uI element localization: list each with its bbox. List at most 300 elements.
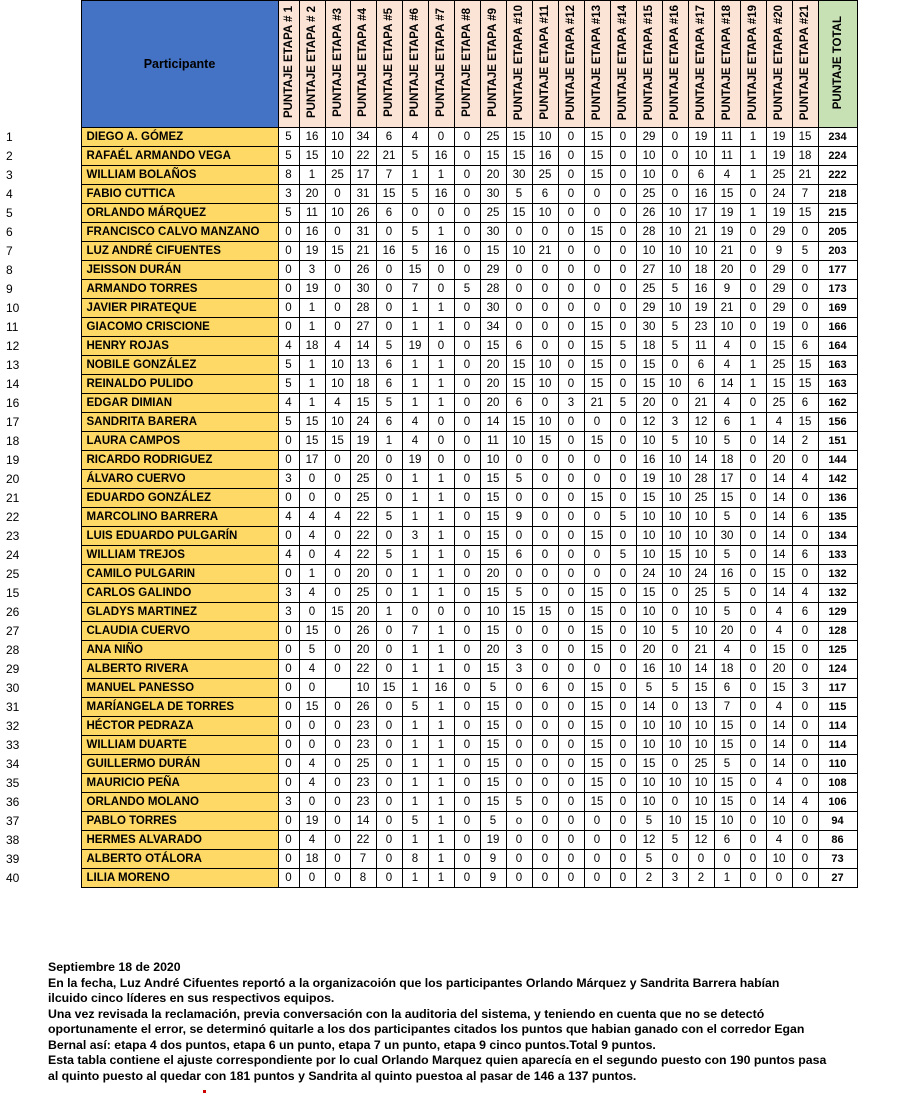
stage-score-cell: 1 xyxy=(428,356,454,375)
stage-score-cell: 9 xyxy=(480,850,506,869)
stage-score-cell: 17 xyxy=(299,451,325,470)
stage-score-cell: 18 xyxy=(299,850,325,869)
stage-score-cell: 4 xyxy=(299,527,325,546)
stage-score-cell: 1 xyxy=(740,413,766,432)
stage-score-cell: 20 xyxy=(350,565,376,584)
stage-score-cell: 9 xyxy=(766,242,792,261)
stage-score-cell: 9 xyxy=(714,280,740,299)
stage-score-cell: 19 xyxy=(766,147,792,166)
rank-cell: 1 xyxy=(0,128,81,147)
stage-score-cell: 0 xyxy=(506,527,532,546)
stage-score-cell: 0 xyxy=(376,223,402,242)
stage-header-label: PUNTAJE ETAPA #8 xyxy=(461,8,473,117)
stage-score-cell: 8 xyxy=(278,166,299,185)
stage-score-cell: 15 xyxy=(792,413,818,432)
stage-score-cell: 16 xyxy=(376,242,402,261)
stage-score-cell: 0 xyxy=(584,508,610,527)
stage-score-cell: 5 xyxy=(402,185,428,204)
stage-score-cell: 5 xyxy=(636,850,662,869)
stage-score-cell: 30 xyxy=(636,318,662,337)
stage-header-3 xyxy=(325,1,350,128)
stage-score-cell: 24 xyxy=(688,565,714,584)
stage-score-cell: 0 xyxy=(558,280,584,299)
stage-score-cell: 4 xyxy=(792,470,818,489)
stage-score-cell: 0 xyxy=(558,337,584,356)
participant-name-cell: RICARDO RODRIGUEZ xyxy=(81,451,278,470)
total-score-cell: 132 xyxy=(818,565,857,584)
stage-score-cell: 1 xyxy=(428,584,454,603)
stage-score-cell: 10 xyxy=(325,204,350,223)
stage-score-cell: 10 xyxy=(532,204,558,223)
stage-score-cell: 0 xyxy=(325,850,350,869)
stage-header-label: PUNTAJE ETAPA #17 xyxy=(695,4,707,121)
stage-score-cell: 0 xyxy=(325,489,350,508)
stage-score-cell: 14 xyxy=(766,717,792,736)
participant-name-cell: ORLANDO MOLANO xyxy=(81,793,278,812)
stage-header-12 xyxy=(558,1,584,128)
total-score-cell: 106 xyxy=(818,793,857,812)
stage-score-cell: 22 xyxy=(350,831,376,850)
stage-score-cell: 25 xyxy=(325,166,350,185)
stage-score-cell: 0 xyxy=(740,432,766,451)
stage-score-cell: 5 xyxy=(278,204,299,223)
stage-score-cell: 15 xyxy=(325,242,350,261)
rank-cell: 21 xyxy=(0,489,81,508)
stage-score-cell: 10 xyxy=(636,622,662,641)
stage-score-cell: 4 xyxy=(325,508,350,527)
stage-score-cell: 1 xyxy=(428,812,454,831)
participant-name-cell: CLAUDIA CUERVO xyxy=(81,622,278,641)
stage-score-cell: 1 xyxy=(402,470,428,489)
rank-cell: 37 xyxy=(0,812,81,831)
stage-score-cell: 21 xyxy=(688,394,714,413)
stage-score-cell: 15 xyxy=(350,394,376,413)
stage-score-cell: 0 xyxy=(454,489,480,508)
stage-score-cell: 4 xyxy=(766,413,792,432)
participant-name-cell: ÁLVARO CUERVO xyxy=(81,470,278,489)
participant-name-cell: CARLOS GALINDO xyxy=(81,584,278,603)
stage-header-label: PUNTAJE ETAPA #5 xyxy=(383,8,395,117)
stage-score-cell: 4 xyxy=(402,432,428,451)
stage-score-cell: 0 xyxy=(454,432,480,451)
stage-score-cell: 0 xyxy=(558,261,584,280)
stage-score-cell: 0 xyxy=(278,831,299,850)
participant-name-cell: PABLO TORRES xyxy=(81,812,278,831)
stage-score-cell: 10 xyxy=(662,223,688,242)
stage-score-cell: 1 xyxy=(740,147,766,166)
stage-score-cell: 10 xyxy=(688,793,714,812)
stage-score-cell: 0 xyxy=(278,223,299,242)
stage-score-cell: 0 xyxy=(299,679,325,698)
stage-score-cell: 15 xyxy=(766,679,792,698)
stage-score-cell: 0 xyxy=(532,318,558,337)
stage-score-cell: 4 xyxy=(402,128,428,147)
stage-score-cell: 19 xyxy=(299,242,325,261)
stage-score-cell: 0 xyxy=(558,774,584,793)
stage-score-cell: 0 xyxy=(740,185,766,204)
stage-score-cell: 0 xyxy=(792,261,818,280)
rank-cell: 35 xyxy=(0,774,81,793)
stage-score-cell: 3 xyxy=(278,584,299,603)
stage-score-cell: 0 xyxy=(610,717,636,736)
stage-score-cell: 6 xyxy=(506,546,532,565)
stage-header-7 xyxy=(428,1,454,128)
stage-score-cell: 10 xyxy=(506,242,532,261)
stage-score-cell: 0 xyxy=(428,451,454,470)
stage-score-cell: 0 xyxy=(740,470,766,489)
stage-score-cell: 14 xyxy=(766,432,792,451)
stage-score-cell: 20 xyxy=(480,375,506,394)
stage-score-cell: 17 xyxy=(688,204,714,223)
stage-score-cell: 0 xyxy=(506,755,532,774)
stage-score-cell: 0 xyxy=(740,603,766,622)
stage-header-17 xyxy=(688,1,714,128)
stage-score-cell: 0 xyxy=(278,717,299,736)
stage-header-label: PUNTAJE ETAPA #21 xyxy=(799,4,811,121)
note-date: Septiembre 18 de 2020 xyxy=(48,960,181,974)
stage-score-cell: 6 xyxy=(792,394,818,413)
stage-score-cell: 1 xyxy=(402,793,428,812)
table-row xyxy=(0,736,857,755)
stage-score-cell: 11 xyxy=(688,337,714,356)
stage-score-cell: 15 xyxy=(766,641,792,660)
stage-score-cell: 0 xyxy=(454,204,480,223)
stage-score-cell: 0 xyxy=(610,318,636,337)
header-row xyxy=(0,1,857,128)
stage-score-cell: 14 xyxy=(766,546,792,565)
stage-score-cell: 16 xyxy=(688,280,714,299)
stage-score-cell: 5 xyxy=(506,793,532,812)
stage-score-cell: 0 xyxy=(325,736,350,755)
table-row xyxy=(0,641,857,660)
participant-name-cell: JAVIER PIRATEQUE xyxy=(81,299,278,318)
stage-score-cell: 5 xyxy=(610,337,636,356)
stage-score-cell: 14 xyxy=(766,508,792,527)
stage-score-cell: 0 xyxy=(376,812,402,831)
participant-name-cell: MAURICIO PEÑA xyxy=(81,774,278,793)
table-row xyxy=(0,261,857,280)
stage-score-cell: 14 xyxy=(766,527,792,546)
stage-header-label: PUNTAJE ETAPA #14 xyxy=(617,4,629,121)
rank-cell: 30 xyxy=(0,679,81,698)
stage-score-cell: 7 xyxy=(350,850,376,869)
stage-score-cell: 25 xyxy=(766,356,792,375)
stage-score-cell: 20 xyxy=(480,394,506,413)
stage-score-cell: 1 xyxy=(428,641,454,660)
stage-score-cell: 0 xyxy=(532,755,558,774)
stage-score-cell: 24 xyxy=(350,413,376,432)
stage-score-cell: 0 xyxy=(325,299,350,318)
stage-score-cell: 0 xyxy=(584,261,610,280)
stage-score-cell: 10 xyxy=(662,660,688,679)
participant-name-cell: LILIA MORENO xyxy=(81,869,278,888)
stage-score-cell: 4 xyxy=(714,641,740,660)
stage-score-cell: 15 xyxy=(584,717,610,736)
stage-score-cell: 0 xyxy=(740,565,766,584)
stage-header-label: PUNTAJE ETAPA #20 xyxy=(773,4,785,121)
stage-score-cell: 15 xyxy=(480,546,506,565)
note-line: En la fecha, Luz André Cifuentes reportó a la organizacoión que los participantes Orlando Márquez y Sandrita Barrera habían xyxy=(48,975,780,990)
stage-header-label: PUNTAJE ETAPA # 1 xyxy=(282,6,295,119)
stage-score-cell: 0 xyxy=(428,432,454,451)
stage-score-cell: 25 xyxy=(688,584,714,603)
stage-score-cell: 0 xyxy=(506,451,532,470)
total-score-cell: 117 xyxy=(818,679,857,698)
stage-score-cell: 15 xyxy=(636,356,662,375)
stage-score-cell: 10 xyxy=(688,432,714,451)
stage-score-cell: 10 xyxy=(662,299,688,318)
stage-score-cell: 15 xyxy=(402,261,428,280)
table-row xyxy=(0,128,857,147)
stage-score-cell: 15 xyxy=(480,527,506,546)
stage-score-cell: 0 xyxy=(376,261,402,280)
stage-score-cell: 0 xyxy=(278,318,299,337)
participant-name-cell: EDGAR DIMIAN xyxy=(81,394,278,413)
stage-score-cell: 13 xyxy=(688,698,714,717)
stage-score-cell: 3 xyxy=(506,660,532,679)
stage-score-cell: 0 xyxy=(454,470,480,489)
stage-score-cell: 0 xyxy=(532,299,558,318)
stage-score-cell: 12 xyxy=(688,831,714,850)
stage-score-cell: 1 xyxy=(299,299,325,318)
stage-score-cell: 0 xyxy=(662,356,688,375)
rank-cell: 16 xyxy=(0,394,81,413)
stage-score-cell: 0 xyxy=(558,850,584,869)
stage-score-cell: 0 xyxy=(454,527,480,546)
stage-score-cell: 30 xyxy=(350,280,376,299)
rank-cell: 25 xyxy=(0,565,81,584)
stage-score-cell: 0 xyxy=(376,527,402,546)
table-row xyxy=(0,755,857,774)
stage-score-cell: 4 xyxy=(278,546,299,565)
table-row xyxy=(0,223,857,242)
stage-score-cell: 24 xyxy=(766,185,792,204)
rank-cell: 6 xyxy=(0,223,81,242)
stage-score-cell: 15 xyxy=(506,147,532,166)
stage-score-cell: 0 xyxy=(454,565,480,584)
stage-score-cell: 1 xyxy=(428,622,454,641)
stage-score-cell: 10 xyxy=(714,812,740,831)
stage-score-cell: 0 xyxy=(454,584,480,603)
stage-score-cell: 20 xyxy=(480,565,506,584)
stage-score-cell: 0 xyxy=(454,394,480,413)
rank-cell: 8 xyxy=(0,261,81,280)
stage-score-cell: 0 xyxy=(278,299,299,318)
stage-score-cell: 19 xyxy=(714,223,740,242)
stage-score-cell: 25 xyxy=(636,280,662,299)
stage-score-cell: 5 xyxy=(636,679,662,698)
participant-name-cell: DIEGO A. GÓMEZ xyxy=(81,128,278,147)
stage-score-cell: 20 xyxy=(636,641,662,660)
stage-score-cell: 0 xyxy=(558,812,584,831)
stage-score-cell: 0 xyxy=(376,698,402,717)
stage-score-cell: 30 xyxy=(480,299,506,318)
stage-score-cell: 0 xyxy=(558,451,584,470)
participant-name-cell: HÉCTOR PEDRAZA xyxy=(81,717,278,736)
stage-score-cell: 0 xyxy=(428,204,454,223)
stage-score-cell: 0 xyxy=(792,318,818,337)
stage-score-cell: 22 xyxy=(350,546,376,565)
stage-score-cell: 0 xyxy=(740,869,766,888)
stage-score-cell: 14 xyxy=(766,470,792,489)
stage-score-cell: 0 xyxy=(584,869,610,888)
total-score-cell: 110 xyxy=(818,755,857,774)
stage-score-cell: 0 xyxy=(376,622,402,641)
note-line: Bernal así: etapa 4 dos puntos, etapa 6 un punto, etapa 7 un punto, etapa 9 cinco puntos.Total 9 puntos. xyxy=(48,1037,656,1052)
stage-score-cell: 4 xyxy=(325,394,350,413)
stage-score-cell: 0 xyxy=(610,850,636,869)
stage-score-cell: 19 xyxy=(299,280,325,299)
stage-score-cell: 0 xyxy=(532,660,558,679)
stage-score-cell: 0 xyxy=(558,432,584,451)
table-row xyxy=(0,166,857,185)
stage-score-cell: 0 xyxy=(558,166,584,185)
stage-score-cell: 1 xyxy=(428,223,454,242)
stage-score-cell: 17 xyxy=(714,470,740,489)
stage-score-cell: 6 xyxy=(792,508,818,527)
stage-score-cell: 1 xyxy=(740,166,766,185)
stage-score-cell: 0 xyxy=(376,470,402,489)
standings-rows xyxy=(0,128,857,888)
stage-score-cell: 5 xyxy=(402,223,428,242)
stage-score-cell: 19 xyxy=(766,318,792,337)
stage-score-cell: 0 xyxy=(325,451,350,470)
participant-name-cell: FABIO CUTTICA xyxy=(81,185,278,204)
stage-score-cell: 1 xyxy=(402,356,428,375)
stage-score-cell: 1 xyxy=(428,527,454,546)
stage-score-cell: 0 xyxy=(506,831,532,850)
stage-score-cell: 6 xyxy=(376,204,402,223)
stage-score-cell: 0 xyxy=(532,869,558,888)
stage-score-cell: 0 xyxy=(558,698,584,717)
stage-score-cell: 5 xyxy=(662,831,688,850)
stage-score-cell: 0 xyxy=(299,546,325,565)
stage-score-cell: 0 xyxy=(792,736,818,755)
stage-score-cell: 10 xyxy=(636,147,662,166)
table-row xyxy=(0,698,857,717)
stage-header-18 xyxy=(714,1,740,128)
stage-score-cell: 0 xyxy=(584,185,610,204)
stage-header-21 xyxy=(792,1,818,128)
stage-score-cell: 0 xyxy=(454,679,480,698)
stage-score-cell: 26 xyxy=(350,261,376,280)
stage-score-cell: 15 xyxy=(506,375,532,394)
rank-cell: 36 xyxy=(0,793,81,812)
stage-score-cell: 15 xyxy=(480,489,506,508)
stage-score-cell: 15 xyxy=(480,793,506,812)
rank-cell: 15 xyxy=(0,584,81,603)
stage-score-cell: 15 xyxy=(480,622,506,641)
rank-cell: 4 xyxy=(0,185,81,204)
stage-score-cell: 0 xyxy=(792,622,818,641)
stage-score-cell: 20 xyxy=(714,261,740,280)
stage-score-cell: 0 xyxy=(454,318,480,337)
stage-score-cell: 0 xyxy=(532,470,558,489)
stage-score-cell: 0 xyxy=(454,356,480,375)
stage-score-cell: 0 xyxy=(532,261,558,280)
stage-header-19 xyxy=(740,1,766,128)
stage-score-cell: 15 xyxy=(506,356,532,375)
stage-score-cell: 0 xyxy=(454,375,480,394)
table-row xyxy=(0,660,857,679)
stage-score-cell: 0 xyxy=(740,774,766,793)
stage-score-cell: 0 xyxy=(454,774,480,793)
stage-score-cell: 1 xyxy=(402,394,428,413)
stage-score-cell: 1 xyxy=(428,774,454,793)
participant-name-cell: LAURA CAMPOS xyxy=(81,432,278,451)
stage-score-cell: 14 xyxy=(636,698,662,717)
stage-score-cell: 16 xyxy=(636,451,662,470)
stage-score-cell: 0 xyxy=(325,755,350,774)
stage-score-cell: 15 xyxy=(714,774,740,793)
stage-score-cell: 0 xyxy=(740,698,766,717)
stage-score-cell: 1 xyxy=(402,489,428,508)
stage-score-cell: 0 xyxy=(792,489,818,508)
stage-score-cell: 16 xyxy=(428,147,454,166)
stage-score-cell: 0 xyxy=(376,451,402,470)
total-score-cell: 142 xyxy=(818,470,857,489)
total-score-cell: 234 xyxy=(818,128,857,147)
stage-score-cell: 0 xyxy=(792,698,818,717)
stage-score-cell: 5 xyxy=(714,432,740,451)
stage-score-cell: 1 xyxy=(402,641,428,660)
stage-score-cell: 15 xyxy=(584,793,610,812)
stage-header-15 xyxy=(636,1,662,128)
stage-score-cell: 0 xyxy=(532,812,558,831)
table-row xyxy=(0,565,857,584)
stage-score-cell: 10 xyxy=(688,603,714,622)
stage-score-cell: 28 xyxy=(350,299,376,318)
stage-score-cell: 0 xyxy=(584,850,610,869)
stage-score-cell: 25 xyxy=(766,394,792,413)
stage-score-cell: 0 xyxy=(558,793,584,812)
stage-score-cell: 4 xyxy=(714,337,740,356)
stage-score-cell: 0 xyxy=(506,698,532,717)
stage-score-cell: 1 xyxy=(402,755,428,774)
stage-score-cell: 18 xyxy=(714,451,740,470)
stage-score-cell: 4 xyxy=(299,774,325,793)
stage-score-cell: 3 xyxy=(278,470,299,489)
stage-score-cell: 0 xyxy=(325,584,350,603)
rank-cell: 33 xyxy=(0,736,81,755)
stage-score-cell: 6 xyxy=(376,413,402,432)
stage-score-cell: 1 xyxy=(402,318,428,337)
stage-score-cell: 0 xyxy=(428,603,454,622)
stage-score-cell: 10 xyxy=(532,128,558,147)
stage-header-4 xyxy=(350,1,376,128)
total-score-cell: 173 xyxy=(818,280,857,299)
stage-score-cell: 5 xyxy=(402,698,428,717)
stage-score-cell: 22 xyxy=(350,147,376,166)
participant-name-cell: ARMANDO TORRES xyxy=(81,280,278,299)
stage-score-cell: 15 xyxy=(636,375,662,394)
participant-name-cell: CAMILO PULGARIN xyxy=(81,565,278,584)
note-line: oportunamente el error, se determinó quitarle a los dos participantes citados los puntos que habian ganado con el corredor Egan xyxy=(48,1022,805,1036)
participant-name-cell: MARÍANGELA DE TORRES xyxy=(81,698,278,717)
stage-score-cell: 10 xyxy=(636,793,662,812)
stage-score-cell: 6 xyxy=(532,679,558,698)
stage-score-cell: 15 xyxy=(688,812,714,831)
stage-score-cell: 6 xyxy=(688,375,714,394)
stage-score-cell: 20 xyxy=(480,166,506,185)
stage-score-cell: 0 xyxy=(325,527,350,546)
stage-score-cell: 18 xyxy=(688,261,714,280)
stage-score-cell: 14 xyxy=(350,337,376,356)
stage-score-cell: 0 xyxy=(584,204,610,223)
stage-score-cell: 0 xyxy=(662,793,688,812)
stage-score-cell: 0 xyxy=(714,850,740,869)
stage-score-cell: 15 xyxy=(584,679,610,698)
